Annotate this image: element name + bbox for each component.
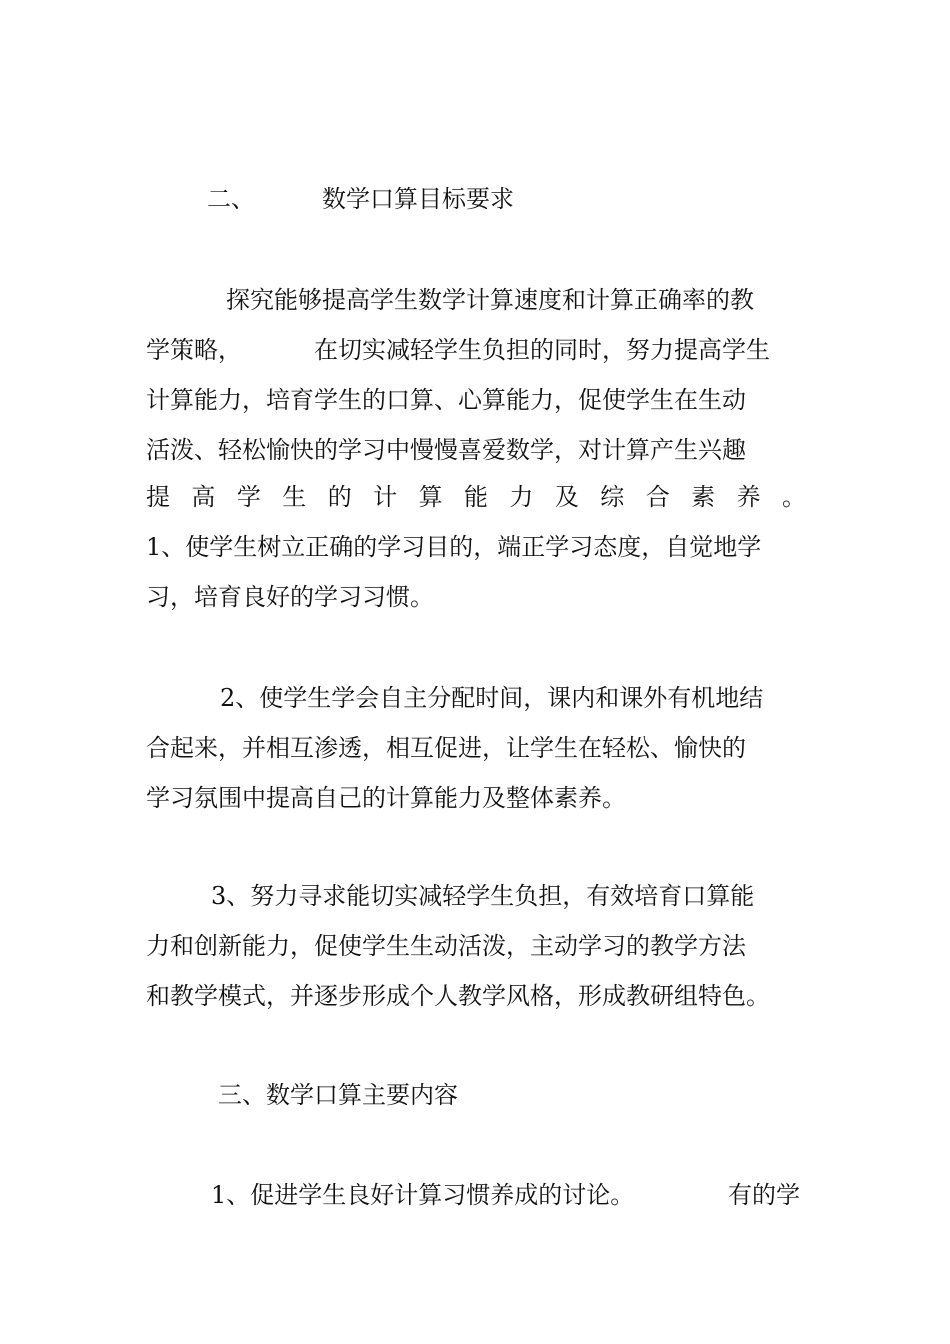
intro-line-2b: 在切实减轻学生负担的同时，努力提高学生 — [314, 336, 770, 364]
intro-line-3: 计算能力，培育学生的口算、心算能力，促使学生在生动 — [146, 386, 746, 414]
item-2-line-2: 合起来，并相互渗透，相互促进，让学生在轻松、愉快的 — [146, 734, 746, 762]
intro-line-6: 1、使学生树立正确的学习目的，端正学习态度，自觉地学 — [146, 533, 762, 561]
section-2-title: 数学口算目标要求 — [322, 185, 514, 213]
item-3-line-3: 和教学模式，并逐步形成个人教学风格，形成教研组特色。 — [146, 982, 770, 1010]
section-2-number: 二、 — [207, 185, 255, 213]
intro-line-5: 提高学生的计算能力及综合素养。 — [146, 483, 806, 511]
intro-line-1: 探究能够提高学生数学计算速度和计算正确率的教 — [226, 286, 754, 314]
intro-line-4: 活泼、轻松愉快的学习中慢慢喜爱数学，对计算产生兴趣 — [146, 436, 746, 464]
section-3-item-1-part-1: 1、促进学生良好计算习惯养成的讨论。 — [211, 1181, 635, 1209]
item-2-line-1: 2、使学生学会自主分配时间，课内和课外有机地结 — [220, 684, 764, 712]
section-3-title: 三、数学口算主要内容 — [218, 1081, 458, 1109]
intro-line-2a: 学策略， — [146, 336, 242, 364]
section-3-item-1-part-2: 有的学 — [728, 1181, 800, 1209]
item-3-line-1: 3、努力寻求能切实减轻学生负担，有效培育口算能 — [211, 882, 755, 910]
item-2-line-3: 学习氛围中提高自己的计算能力及整体素养。 — [146, 784, 626, 812]
item-3-line-2: 力和创新能力，促使学生生动活泼，主动学习的教学方法 — [146, 932, 746, 960]
intro-line-7: 习，培育良好的学习习惯。 — [146, 583, 434, 611]
